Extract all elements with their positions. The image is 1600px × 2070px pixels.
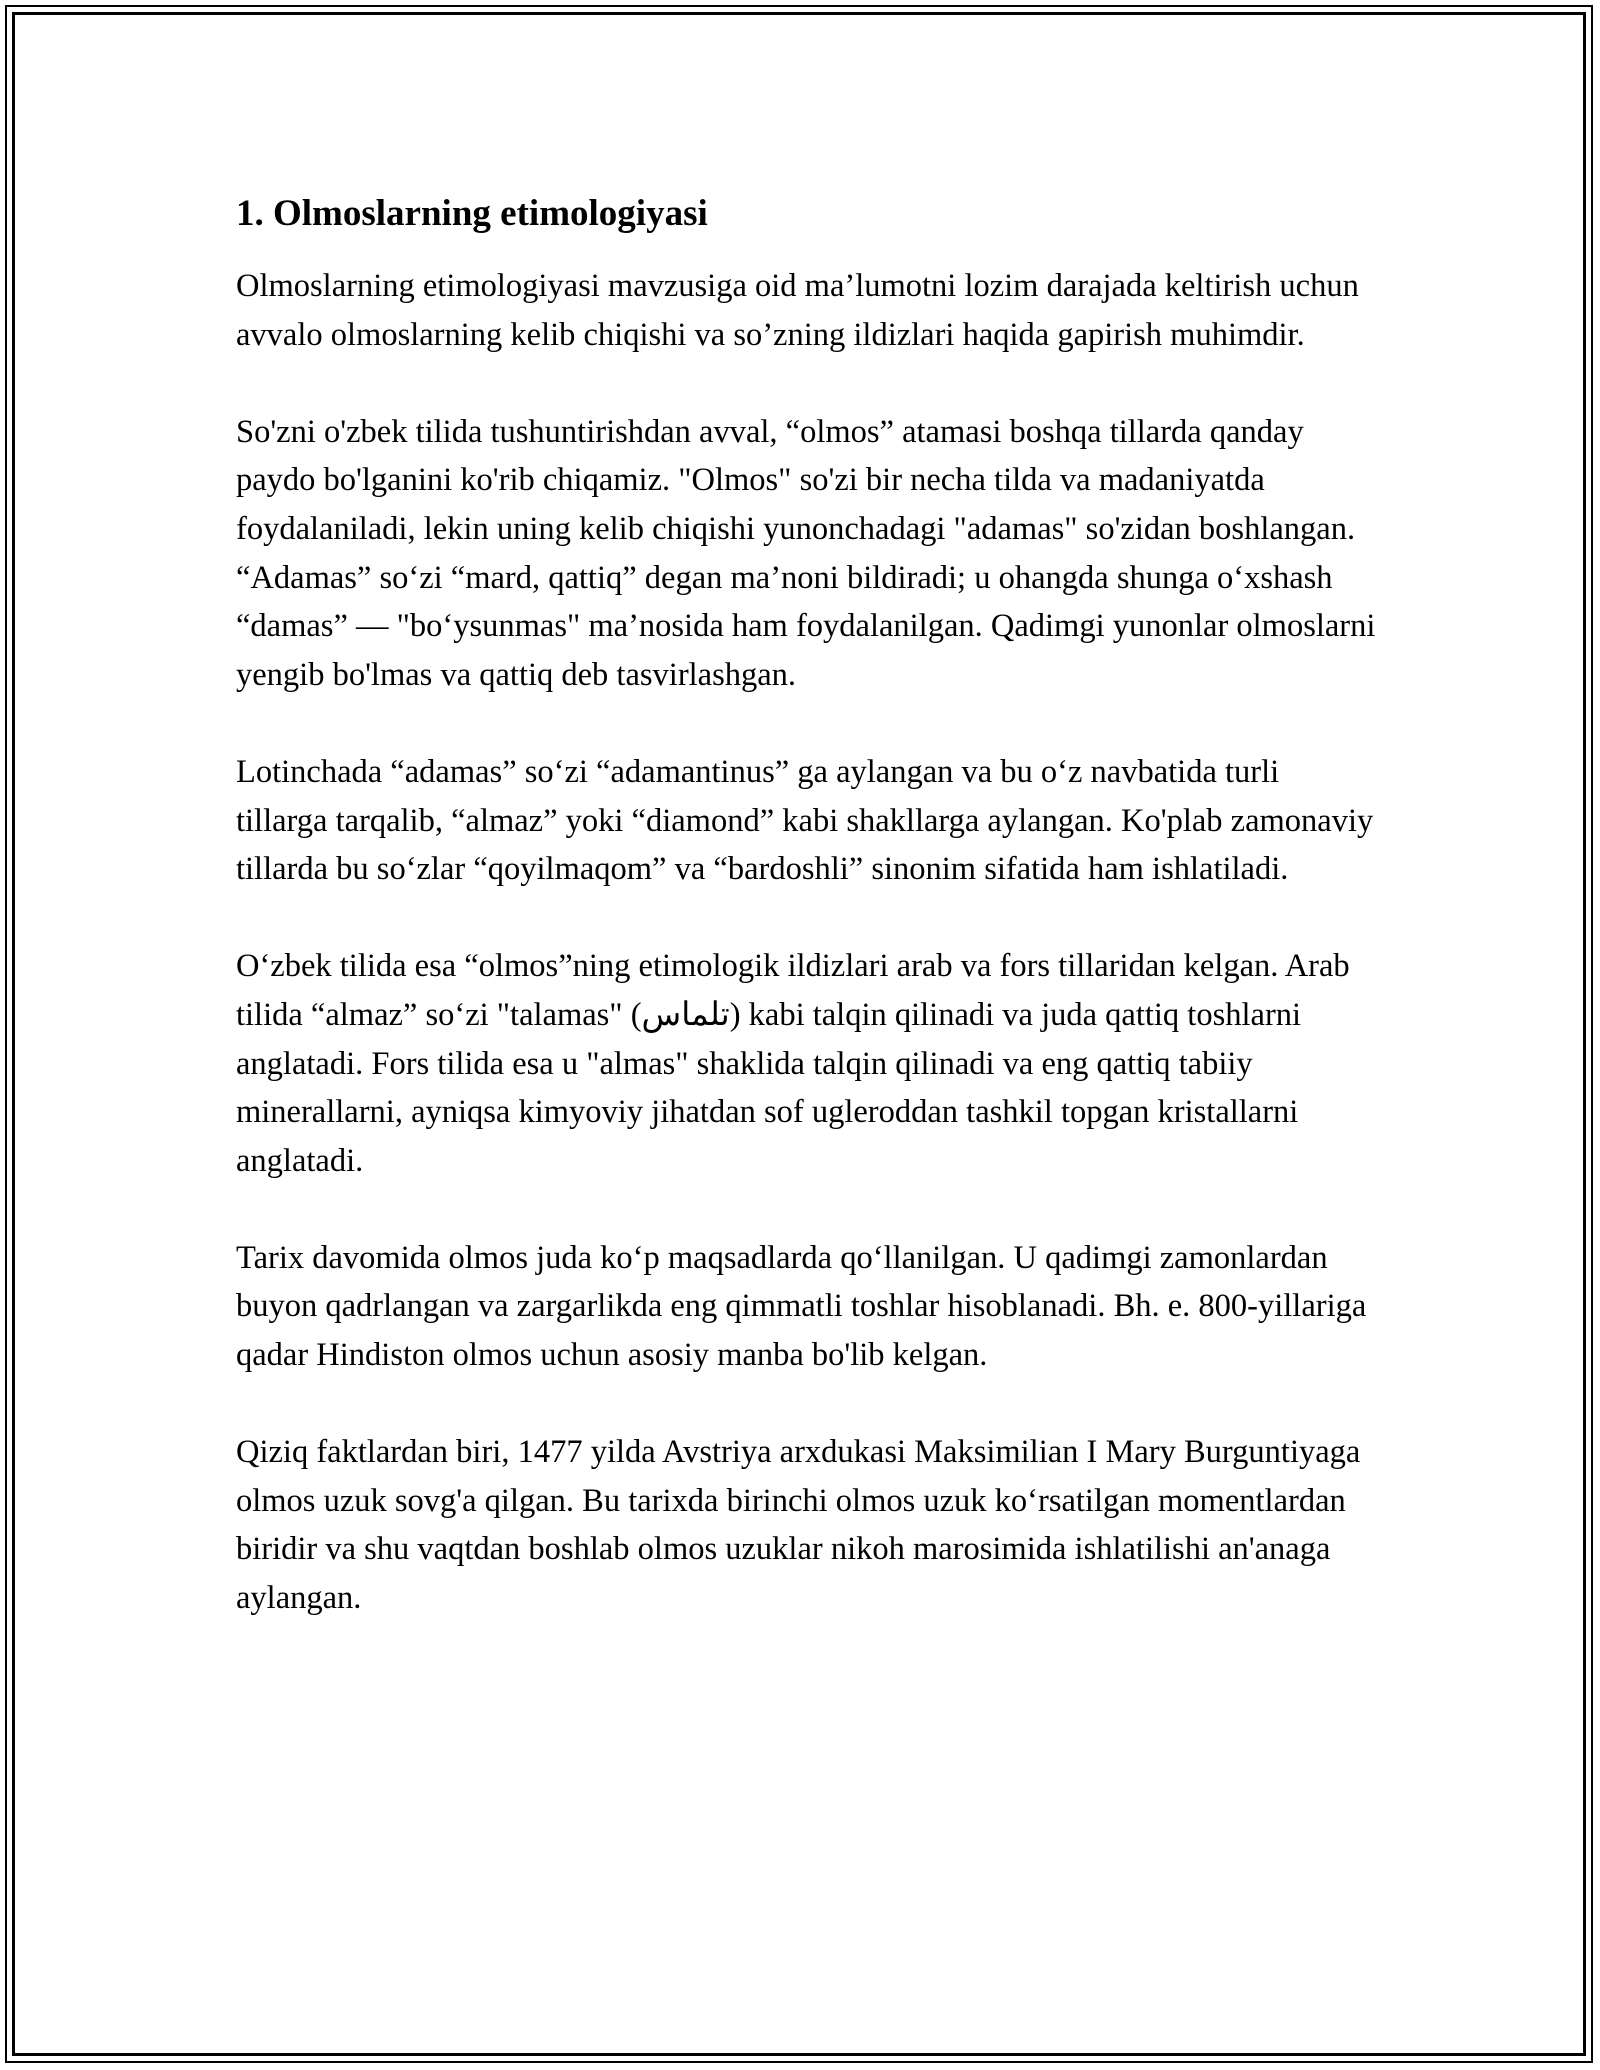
paragraph-intro: Olmoslarning etimologiyasi mavzusiga oid ma’lumotni lozim darajada keltirish uchun avvalo olmoslarning kelib chiqishi va so’zning ildizlari haqida gapirish muhimdir. bbox=[236, 268, 1359, 353]
paragraph-interesting-fact: Qiziq faktlardan biri, 1477 yilda Avstriya arxdukasi Maksimilian I Mary Burguntiyaga olmos uzuk sovg'a qilgan. Bu tarixda birinchi olmos uzuk ko‘rsatilgan momentlardan biridir va shu vaqtdan boshlab olmos uzuklar nikoh marosimida ishlatilishi an'anaga aylangan. bbox=[236, 1434, 1361, 1617]
paragraph-uzbek-origin: O‘zbek tilida esa “olmos”ning etimologik ildizlari arab va fors tillaridan kelgan. Arab tilida “almaz” so‘zi "talamas" (تلماس) kabi talqin qilinadi va juda qattiq toshlarni anglatadi. Fors tilida esa u "almas" shaklida talqin qilinadi va eng qattiq tabiiy minerallarni, ayniqsa kimyoviy jihatdan sof ugleroddan tashkil topgan kristallarni anglatadi. bbox=[236, 948, 1350, 1179]
paragraph-latin-origin: Lotinchada “adamas” so‘zi “adamantinus” ga aylangan va bu o‘z navbatida turli tillarga tarqalib, “almaz” yoki “diamond” kabi shakllarga aylangan. Ko'plab zamonaviy tillarda bu so‘zlar “qoyilmaqom” va “bardoshli” sinonim sifatida ham ishlatiladi. bbox=[236, 753, 1374, 888]
document-body bbox=[236, 190, 1376, 1671]
section-heading: 1. Olmoslarning etimologiyasi bbox=[236, 193, 708, 234]
paragraph-greek-origin: So'zni o'zbek tilida tushuntirishdan avval, “olmos” atamasi boshqa tillarda qanday paydo bo'lganini ko'rib chiqamiz. "Olmos" so'zi bir necha tilda va madaniyatda foydalaniladi, lekin uning kelib chiqishi yunonchadagi "adamas" so'zidan boshlangan. “Adamas” so‘zi “mard, qattiq” degan ma’noni bildiradi; u ohangda shunga o‘xshash “damas” — "bo‘ysunmas" ma’nosida ham foydalanilgan. Qadimgi yunonlar olmoslarni yengib bo'lmas va qattiq deb tasvirlashgan. bbox=[236, 413, 1376, 693]
paragraph-history: Tarix davomida olmos juda ko‘p maqsadlarda qo‘llanilgan. U qadimgi zamonlardan buyon qadrlangan va zargarlikda eng qimmatli toshlar hisoblanadi. Bh. e. 800-yillariga qadar Hindiston olmos uchun asosiy manba bo'lib kelgan. bbox=[236, 1239, 1367, 1374]
